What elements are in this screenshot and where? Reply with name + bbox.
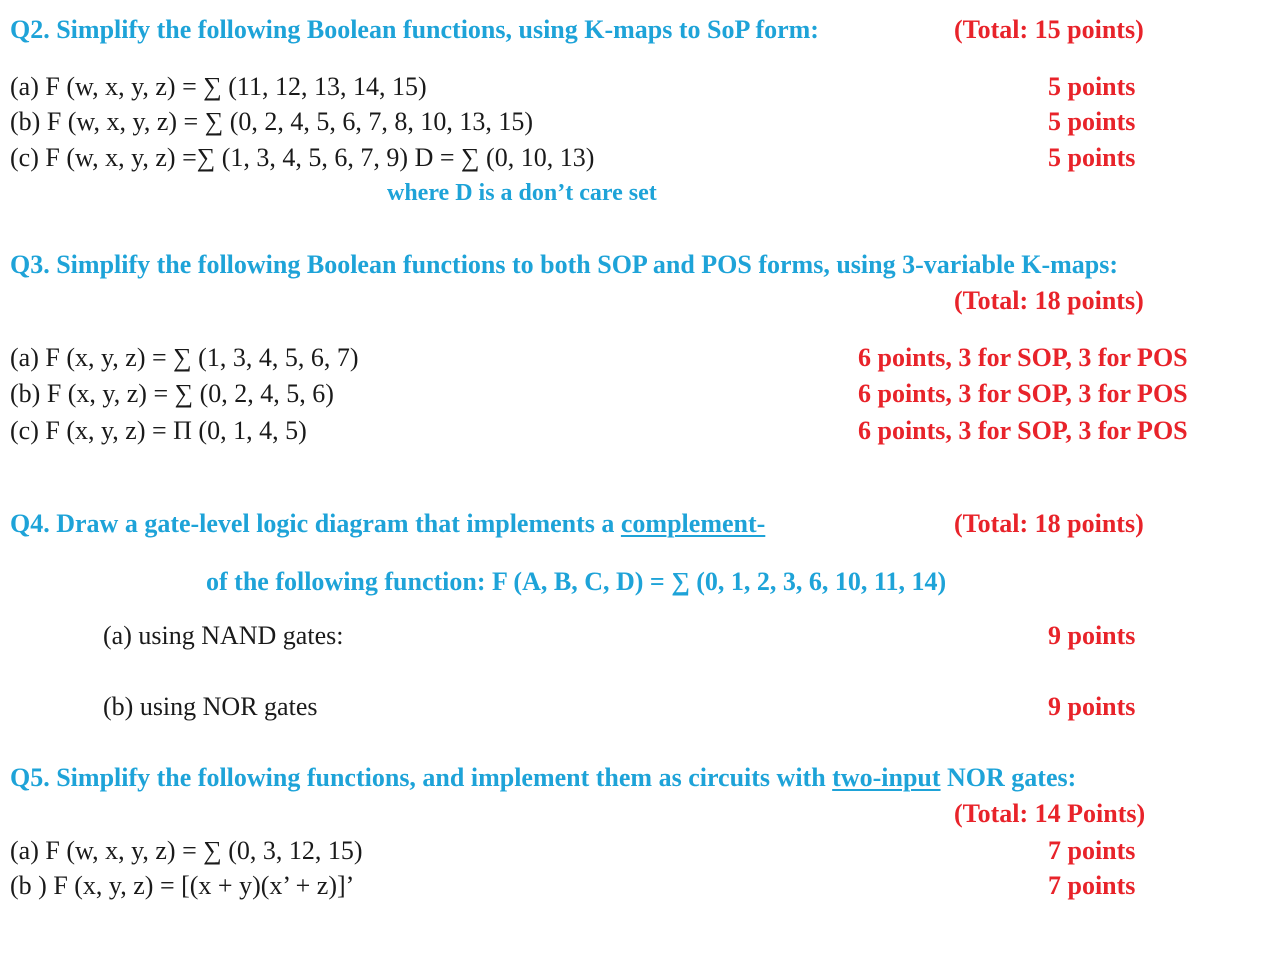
q3-item-c: (c) F (x, y, z) = Π (0, 1, 4, 5) <box>10 416 307 445</box>
q2-item-a: (a) F (w, x, y, z) = ∑ (11, 12, 13, 14, 15) <box>10 72 427 101</box>
q3-item-a: (a) F (x, y, z) = ∑ (1, 3, 4, 5, 6, 7) <box>10 343 359 372</box>
q2-item-b: (b) F (w, x, y, z) = ∑ (0, 2, 4, 5, 6, 7, 8, 10, 13, 15) <box>10 107 534 136</box>
q5-heading-end: NOR gates: <box>940 763 1077 792</box>
q5-item-a-points: 7 points <box>1048 836 1136 865</box>
q2-item-c-points: 5 points <box>1048 143 1136 172</box>
q3-heading: Q3. Simplify the following Boolean functions to both SOP and POS forms, using 3-variable K-maps: <box>10 250 1119 279</box>
q2-total: (Total: 15 points) <box>954 15 1144 44</box>
q2-item-c: (c) F (w, x, y, z) =∑ (1, 3, 4, 5, 6, 7, 9) D = ∑ (0, 10, 13) <box>10 143 595 172</box>
q3-item-b-points: 6 points, 3 for SOP, 3 for POS <box>858 379 1188 408</box>
q5-item-b-points: 7 points <box>1048 871 1136 900</box>
q5-heading <box>10 765 1076 791</box>
q2-heading: Q2. Simplify the following Boolean functions, using K-maps to SoP form: <box>10 15 819 44</box>
q5-item-b: (b ) F (x, y, z) = [(x + y)(x’ + z)]’ <box>10 871 355 900</box>
q2-item-b-points: 5 points <box>1048 107 1136 136</box>
q4-item-a-points: 9 points <box>1048 621 1136 650</box>
q5-heading-underlined: two-input <box>832 763 941 792</box>
q5-heading-text: Q5. Simplify the following functions, and implement them as circuits with <box>10 763 833 792</box>
q5-total: (Total: 14 Points) <box>954 799 1146 828</box>
q4-heading <box>10 511 765 537</box>
q4-heading-text: Q4. Draw a gate-level logic diagram that implements a <box>10 509 621 538</box>
q4-item-a: (a) using NAND gates: <box>103 621 344 650</box>
q4-heading-line2: of the following function: F (A, B, C, D) = ∑ (0, 1, 2, 3, 6, 10, 11, 14) <box>206 567 947 596</box>
q3-item-b: (b) F (x, y, z) = ∑ (0, 2, 4, 5, 6) <box>10 379 334 408</box>
q2-note: where D is a don’t care set <box>387 180 657 206</box>
q3-total: (Total: 18 points) <box>954 286 1144 315</box>
q5-item-a: (a) F (w, x, y, z) = ∑ (0, 3, 12, 15) <box>10 836 363 865</box>
q4-total: (Total: 18 points) <box>954 509 1144 538</box>
q3-item-a-points: 6 points, 3 for SOP, 3 for POS <box>858 343 1188 372</box>
q4-heading-underlined: complement- <box>620 509 766 538</box>
q4-item-b-points: 9 points <box>1048 692 1136 721</box>
q2-item-a-points: 5 points <box>1048 72 1136 101</box>
q4-item-b: (b) using NOR gates <box>103 692 318 721</box>
q3-item-c-points: 6 points, 3 for SOP, 3 for POS <box>858 416 1188 445</box>
